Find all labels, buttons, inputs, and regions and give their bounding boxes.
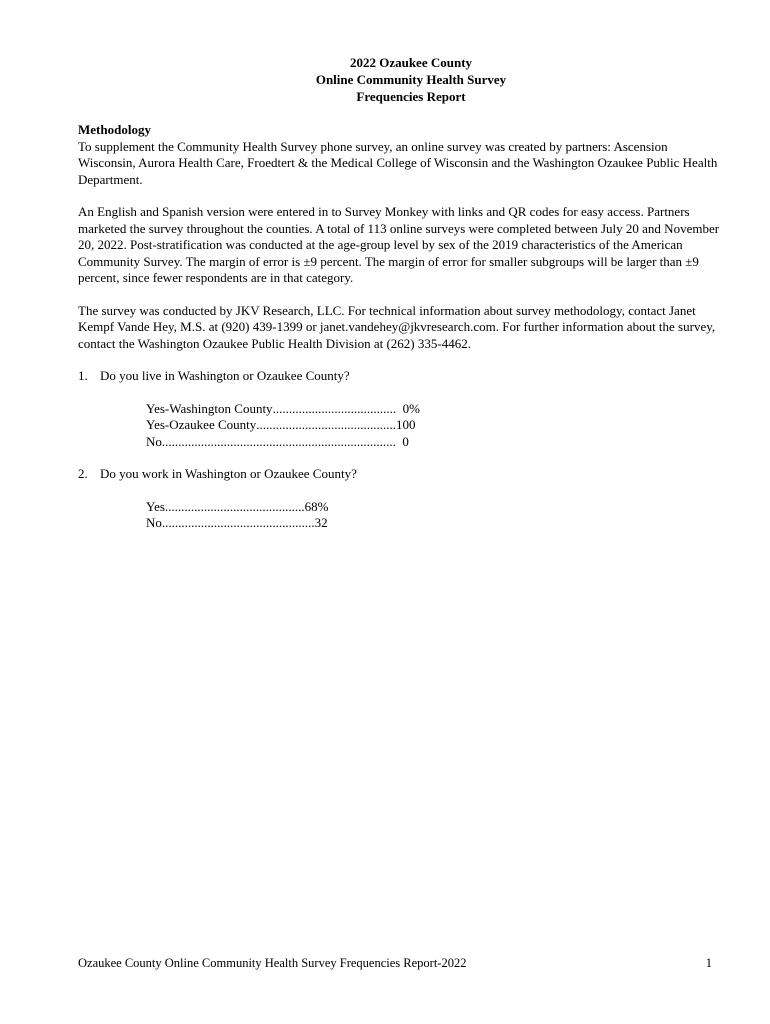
question-number: 1. <box>78 368 88 383</box>
answer-value: 100 <box>396 417 416 432</box>
answer-label: Yes-Washington County <box>146 400 273 416</box>
answer-label: Yes <box>146 498 165 514</box>
methodology-heading: Methodology <box>78 122 151 137</box>
dot-leader: ........................................... <box>164 498 305 514</box>
title-line-3: Frequencies Report <box>356 89 466 104</box>
title-line-2: Online Community Health Survey <box>315 72 507 87</box>
dot-leader: ........................................................................ <box>161 433 396 449</box>
question-text: Do you live in Washington or Ozaukee County? <box>100 368 350 383</box>
methodology-paragraph-3: The survey was conducted by JKV Research, LLC. For technical information about survey methodology, contact Janet Kempf Vande Hey, M.S. at (920) 439-1399 or janet.vandehey@jkvresearch.com. For further information about the survey, contact the Washington Ozaukee Public Health Division at (262) 335-4462. <box>78 302 716 351</box>
answer-value: 32 <box>314 515 328 530</box>
question-2-answers <box>146 499 726 532</box>
title-line-1: 2022 Ozaukee County <box>349 55 473 70</box>
answer-row <box>146 417 726 434</box>
question-1-answers <box>146 401 726 451</box>
question-text: Do you work in Washington or Ozaukee County? <box>100 466 357 481</box>
answer-value: 0 <box>395 433 409 449</box>
answer-value: 68% <box>304 498 329 514</box>
answer-row <box>146 499 726 516</box>
dot-leader: ........................................... <box>256 417 396 432</box>
dot-leader: ...................................... <box>272 400 397 416</box>
page-footer <box>78 955 712 972</box>
page-number: 1 <box>705 956 712 970</box>
answer-row <box>146 515 726 532</box>
methodology-paragraph-2: An English and Spanish version were entered in to Survey Monkey with links and QR codes for easy access. Partners marketed the survey throughout the counties. A total of 113 online surveys were completed between July 20 and November 20, 2022. Post-stratification was conducted at the age-group level by sex of the 2019 characteristics of the American Community Survey. The margin of error is ±9 percent. The margin of error for smaller subgroups will be larger than ±9 percent, since fewer respondents are in that category. <box>78 204 720 285</box>
question-1 <box>78 368 726 385</box>
footer-title: Ozaukee County Online Community Health Survey Frequencies Report-2022 <box>78 956 467 970</box>
question-2 <box>78 466 726 483</box>
answer-label: No <box>146 433 162 449</box>
answer-label: Yes-Ozaukee County <box>146 417 257 432</box>
report-title <box>78 54 726 105</box>
answer-row <box>146 434 726 451</box>
question-number: 2. <box>78 466 88 481</box>
answer-row <box>146 401 726 418</box>
document-page <box>78 54 726 532</box>
dot-leader: ............................................... <box>161 515 315 530</box>
answer-value: 0% <box>396 400 420 416</box>
answer-label: No <box>146 515 162 530</box>
methodology-paragraph-1: To supplement the Community Health Survey phone survey, an online survey was created by partners: Ascension Wisconsin, Aurora Health Care, Froedtert & the Medical College of Wisconsin and the Washington Ozaukee Public Health Department. <box>78 138 718 187</box>
